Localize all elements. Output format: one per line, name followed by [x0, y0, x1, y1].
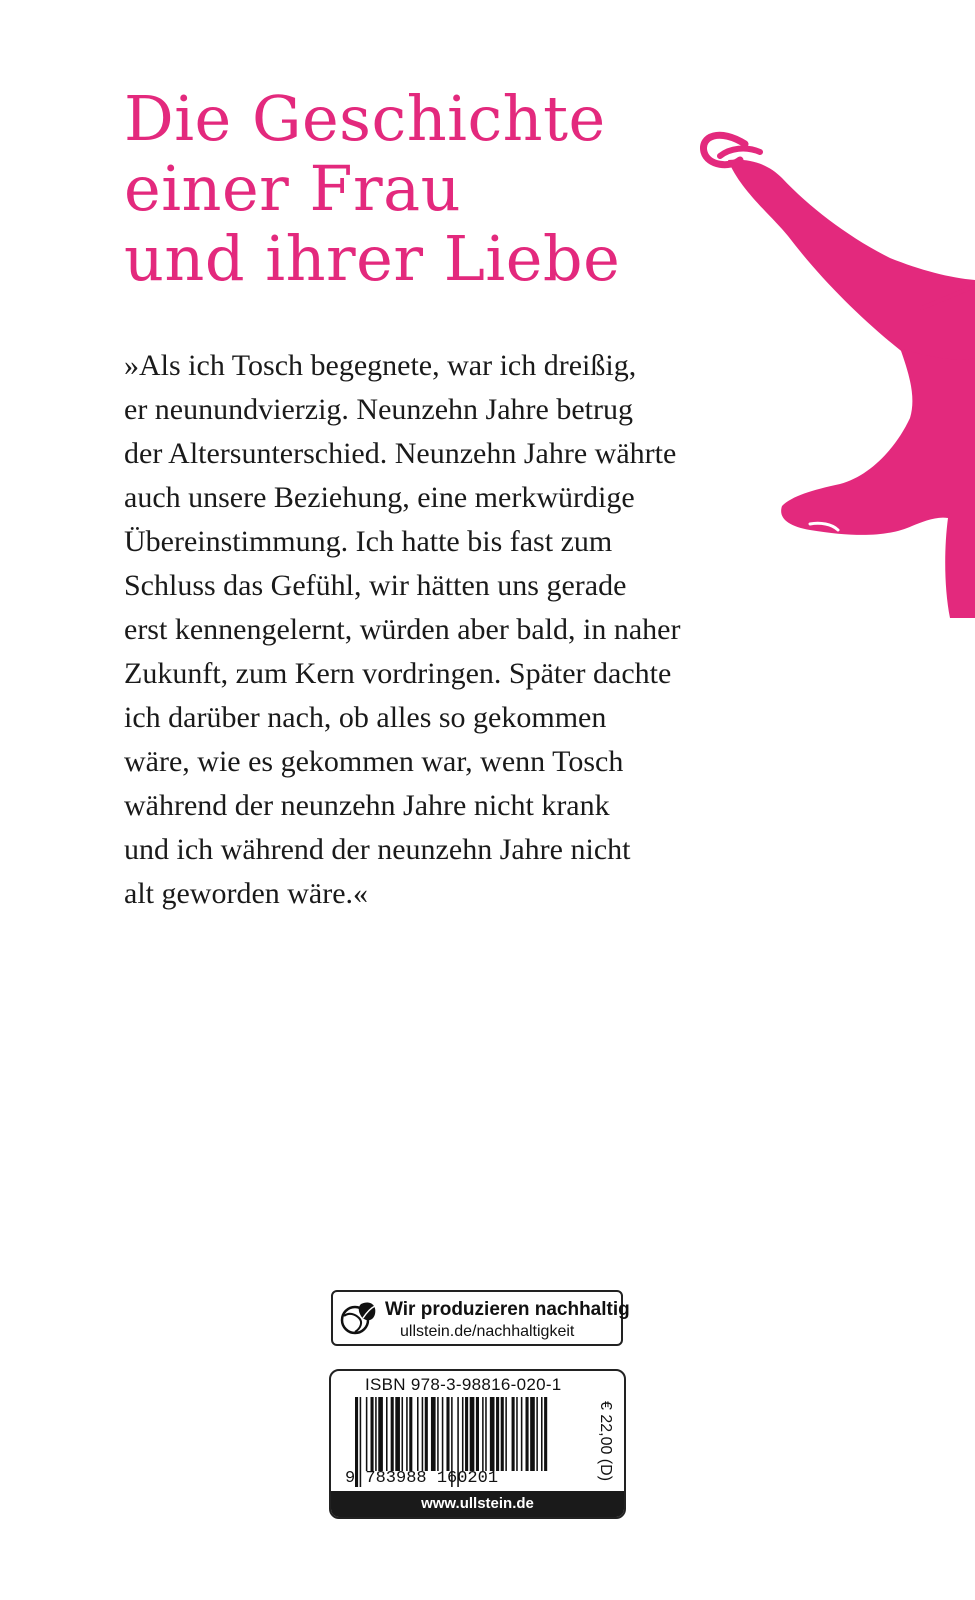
- barcode-bar: [371, 1397, 374, 1471]
- barcode-bar: [501, 1397, 504, 1471]
- barcode-bar: [516, 1397, 518, 1471]
- barcode-bar: [470, 1397, 475, 1471]
- blurb-text: [124, 344, 844, 916]
- headline-line: und ihrer Liebe: [124, 222, 621, 295]
- blurb-line: und ich während der neunzehn Jahre nicht: [124, 833, 631, 866]
- barcode-bar: [446, 1397, 449, 1471]
- barcode-bar: [391, 1397, 394, 1471]
- barcode-bar: [526, 1397, 529, 1471]
- blurb-line: während der neunzehn Jahre nicht krank: [124, 789, 610, 822]
- barcode-panel: [329, 1369, 626, 1519]
- leaf-globe-icon: [339, 1298, 379, 1338]
- sustainability-badge: [331, 1290, 630, 1346]
- sustainability-title: Wir produzieren nachhaltig: [385, 1299, 630, 1320]
- blurb-line: Übereinstimmung. Ich hatte bis fast zum: [124, 525, 613, 558]
- barcode-bar: [442, 1397, 444, 1471]
- barcode-bar: [375, 1397, 377, 1471]
- barcode-bar: [496, 1397, 499, 1471]
- barcode-bar: [366, 1397, 368, 1471]
- barcode-bar: [437, 1397, 439, 1471]
- blurb-line: wäre, wie es gekommen war, wenn Tosch: [124, 745, 624, 778]
- price-label: [593, 1393, 617, 1489]
- barcode-bar: [425, 1397, 428, 1471]
- blurb-line: erst kennengelernt, würden aber bald, in naher: [124, 613, 681, 646]
- barcode-bar: [386, 1397, 388, 1471]
- headline-line: einer Frau: [124, 152, 462, 225]
- barcode-bar: [431, 1397, 436, 1471]
- barcode-bar: [541, 1397, 543, 1471]
- blurb-line: »Als ich Tosch begegnete, war ich dreißig,: [124, 349, 637, 382]
- sustainability-url: ullstein.de/nachhaltigkeit: [400, 1323, 575, 1340]
- blurb-line: Schluss das Gefühl, wir hätten uns gerade: [124, 569, 627, 602]
- blurb-line: er neunundvierzig. Neunzehn Jahre betrug: [124, 393, 633, 426]
- barcode-bar: [402, 1397, 404, 1471]
- barcode-bar: [409, 1397, 412, 1471]
- headline: [124, 84, 620, 294]
- barcode-bar: [530, 1397, 535, 1471]
- barcode-bar: [505, 1397, 507, 1471]
- barcode-bar: [544, 1397, 547, 1471]
- barcode-bar: [485, 1397, 487, 1471]
- barcode-bar: [406, 1397, 408, 1471]
- blurb-line: alt geworden wäre.«: [124, 877, 369, 910]
- barcode-bar: [422, 1397, 424, 1471]
- barcode-bar: [417, 1397, 419, 1471]
- barcode-bar: [536, 1397, 538, 1471]
- isbn-label: ISBN 978-3-98816-020-1: [365, 1375, 562, 1394]
- barcode-bar: [465, 1397, 468, 1471]
- publisher-url: www.ullstein.de: [331, 1491, 624, 1517]
- barcode-bar: [395, 1397, 400, 1471]
- blurb-line: der Altersunterschied. Neunzehn Jahre währte: [124, 437, 677, 470]
- barcode-bar: [482, 1397, 484, 1471]
- blurb-line: ich darüber nach, ob alles so gekommen: [124, 701, 607, 734]
- barcode-bar: [512, 1397, 515, 1471]
- barcode-bar: [490, 1397, 495, 1471]
- headline-line: Die Geschichte: [124, 82, 606, 155]
- barcode-bar: [521, 1397, 523, 1471]
- barcode-digits: 9 783988 160201: [345, 1469, 499, 1488]
- blurb-line: auch unsere Beziehung, eine merkwürdige: [124, 481, 635, 514]
- barcode-bar: [462, 1397, 464, 1471]
- barcode-bar: [378, 1397, 383, 1471]
- blurb-line: Zukunft, zum Kern vordringen. Später dachte: [124, 657, 672, 690]
- barcode-bar: [476, 1397, 479, 1471]
- price-text: € 22,00 (D): [597, 1400, 614, 1482]
